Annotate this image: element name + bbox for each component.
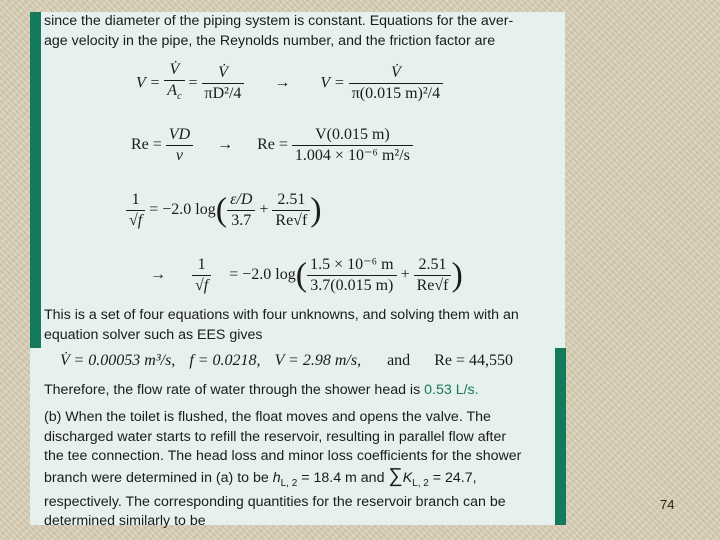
reynolds-equation (131, 125, 413, 166)
solver-line-2: equation solver such as EES gives (44, 326, 263, 343)
eq1-frac1: $\frac{V̇}{A_c}$ (164, 60, 184, 107)
cf2-term1: $\frac{\text{1.5 × 10⁻⁶ m}}{3.7(0.015 m)}$ (307, 255, 397, 296)
flow-rate-answer: 0.53 L/s. (424, 382, 479, 398)
result-flow-rate: V̇ = 0.00053 m³/s, (60, 352, 176, 369)
re-lhs: Re = (131, 136, 162, 154)
solver-paragraph (44, 306, 552, 345)
colebrook-equation: $\frac{1}{√f}$ = −2.0 log( $\frac{\varepsilon/D}{3.7}$ + $\frac{2.51}{Re√f}$ ) (126, 190, 322, 231)
part-b-line-4: branch were determined in (a) to be $h_{L, 2} = 18.4$ m and $\sum K_{L, 2} = 24.7$, (44, 464, 477, 489)
part-b-paragraph (44, 408, 552, 532)
solver-line-1: This is a set of four equations with four unknowns, and solving them with an (44, 307, 519, 323)
cf-equals: = −2.0 log (149, 201, 216, 219)
cf-term1: $\frac{\varepsilon/D}{3.7}$ (227, 190, 255, 231)
result-friction-factor: f = 0.0218, (189, 352, 261, 369)
eq1b-lhs: V = (320, 74, 345, 92)
intro-line-2: age velocity in the pipe, the Reynolds number, and the friction factor are (44, 32, 496, 49)
re2-lhs: Re = (257, 136, 288, 154)
result-reynolds: Re = 44,550 (434, 352, 513, 369)
part-b-line-6: determined similarly to be (44, 513, 206, 530)
part-b-line-3: the tee connection. The head loss and minor loss coefficients for the shower (44, 448, 522, 464)
result-and: and (387, 352, 411, 369)
arrow-icon: → (217, 136, 234, 154)
arrow-icon: → (274, 74, 291, 92)
cf-lhs: $\frac{1}{√f}$ (126, 190, 145, 231)
intro-line-1: since the diameter of the piping system is constant. Equations for the aver- (44, 13, 514, 29)
result-velocity: V = 2.98 m/s, (274, 352, 362, 369)
cf2-term2: $\frac{2.51}{Re√f}$ (414, 255, 452, 296)
arrow-icon: → (150, 266, 166, 284)
cf-term2: $\frac{2.51}{Re√f}$ (272, 190, 310, 231)
cf2-equals: = −2.0 log (229, 266, 296, 284)
re-frac: $\frac{VD}{\nu}$ (166, 125, 193, 166)
cf-plus: + (259, 201, 269, 219)
part-b-line-1: (b) When the toilet is flushed, the float moves and opens the valve. The (44, 409, 491, 425)
sum-icon: ∑ (388, 464, 403, 487)
therefore-line (44, 381, 552, 401)
cf2-plus: + (400, 266, 410, 284)
results-line (60, 352, 513, 370)
intro-paragraph (44, 12, 552, 51)
part-b-line-2: discharged water starts to refill the reservoir, resulting in parallel flow after (44, 428, 507, 445)
eq1-frac2: $\frac{V̇}{\text{πD²/4}}$ (202, 63, 245, 104)
eq1b-frac: $\frac{V̇}{\text{π(0.015 m)²/4}}$ (349, 63, 443, 104)
therefore-text: Therefore, the flow rate of water through the shower head is (44, 382, 421, 398)
page-number: 74 (660, 497, 675, 512)
part-b-line-5: respectively. The corresponding quantities for the reservoir branch can be (44, 493, 506, 510)
re2-frac: $\frac{V(0.015 m)}{\text{1.004 × 10⁻⁶ m²/s}}$ (292, 125, 413, 166)
eq1-equals: = (188, 74, 198, 92)
accent-bar-top (30, 12, 41, 348)
cf2-lhs: $\frac{1}{√f}$ (192, 255, 211, 296)
velocity-equation (136, 60, 443, 107)
accent-bar-bottom (555, 348, 566, 525)
colebrook-numeric-equation: → $\frac{1}{√f}$ = −2.0 log( $\frac{\text{1.5 × 10⁻⁶ m}}{3.7(0.015 m)}$ + $\frac{2.51}{Re√f}$ ) (150, 256, 463, 294)
eq1-lhs: V = (136, 74, 161, 92)
